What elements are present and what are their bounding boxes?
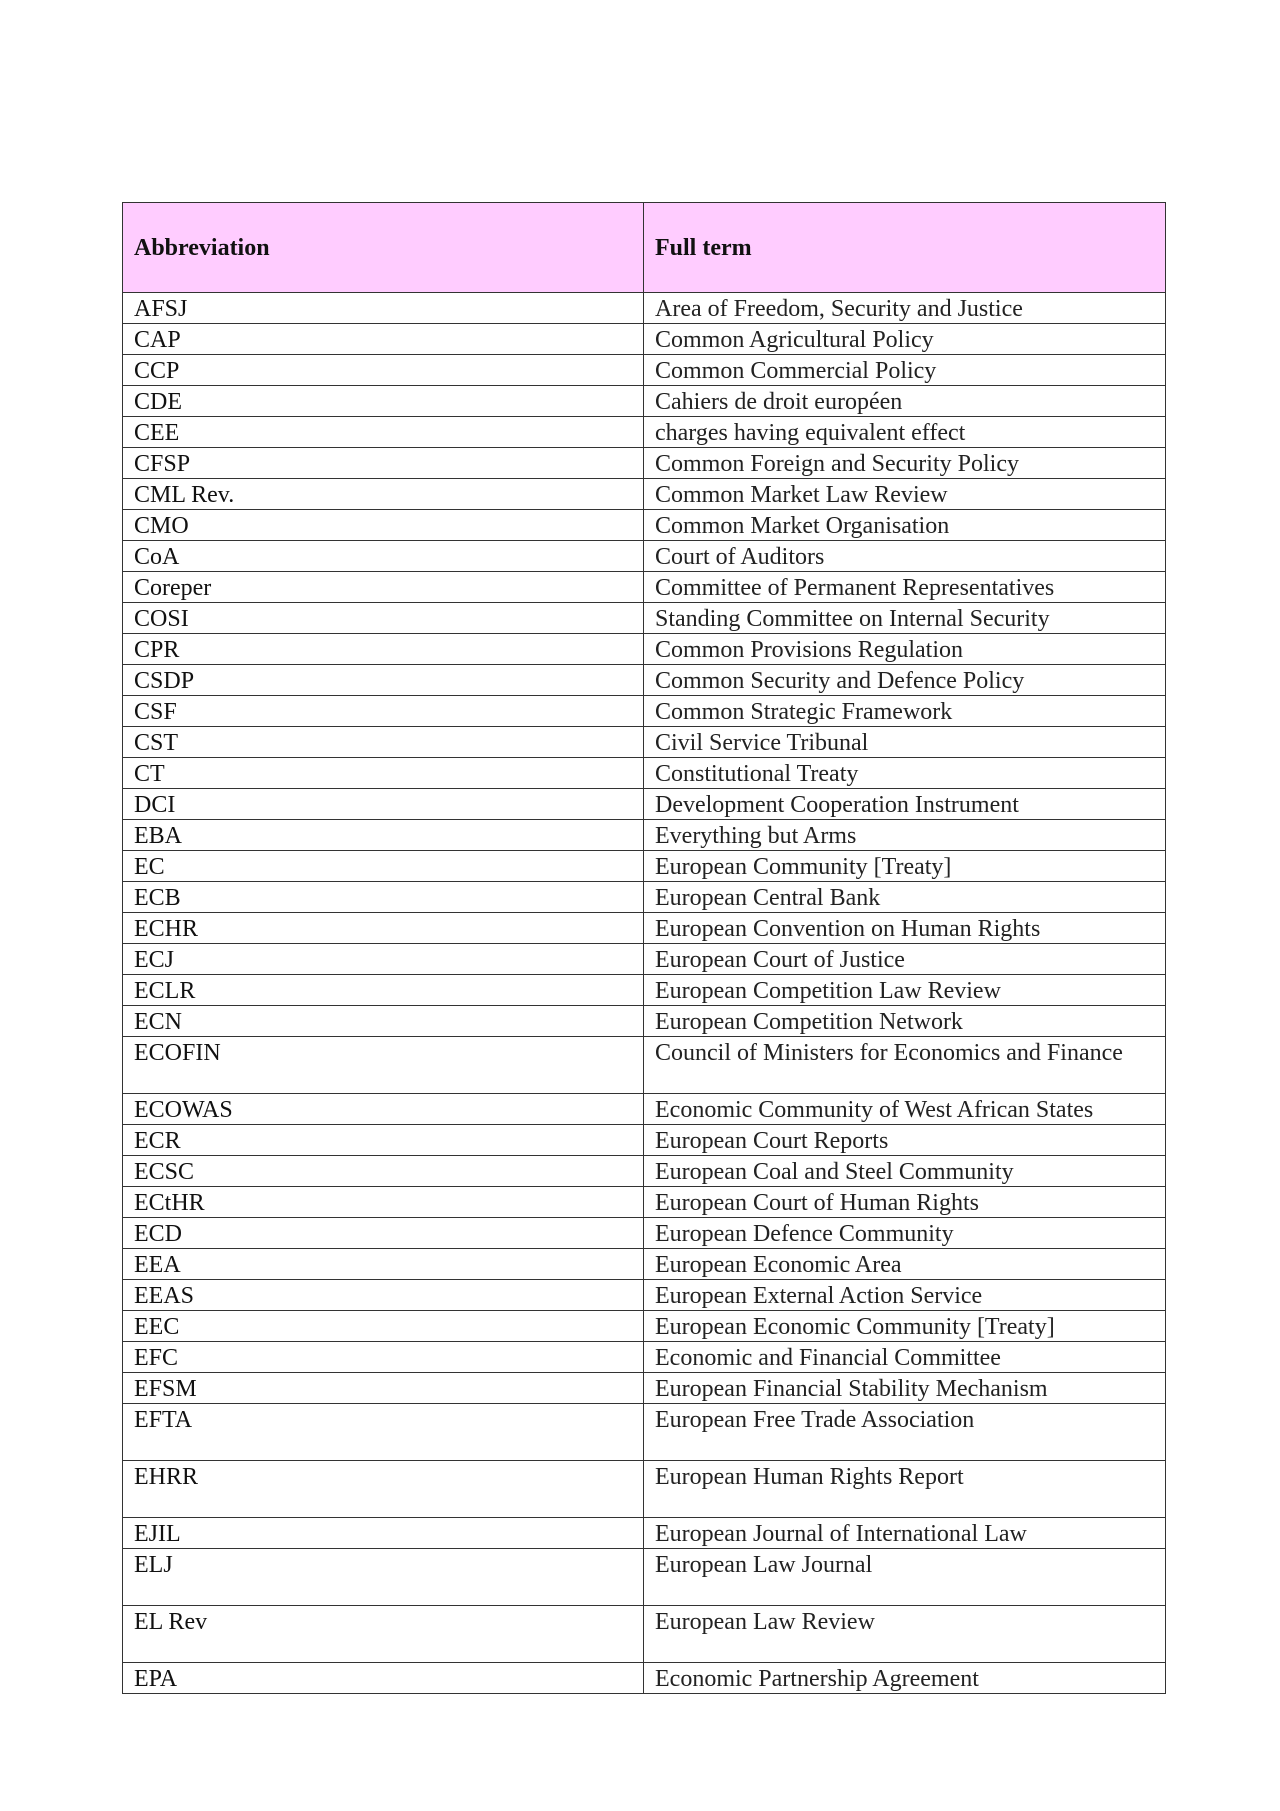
abbreviation-cell: ECLR — [123, 975, 644, 1006]
abbreviation-cell: EL Rev — [123, 1606, 644, 1663]
full-term-cell: Common Market Organisation — [644, 510, 1166, 541]
full-term-cell: European Coal and Steel Community — [644, 1156, 1166, 1187]
full-term-cell: European External Action Service — [644, 1280, 1166, 1311]
table-row — [123, 634, 1166, 665]
abbreviation-cell: CPR — [123, 634, 644, 665]
full-term-cell: Common Market Law Review — [644, 479, 1166, 510]
full-term-cell: Development Cooperation Instrument — [644, 789, 1166, 820]
abbreviation-cell: EFTA — [123, 1404, 644, 1461]
table-row — [123, 448, 1166, 479]
full-term-cell: Economic and Financial Committee — [644, 1342, 1166, 1373]
full-term-cell: European Convention on Human Rights — [644, 913, 1166, 944]
table-row — [123, 944, 1166, 975]
table-row — [123, 758, 1166, 789]
abbreviation-cell: EC — [123, 851, 644, 882]
full-term-cell: Economic Partnership Agreement — [644, 1663, 1166, 1694]
abbreviation-cell: EHRR — [123, 1461, 644, 1518]
full-term-cell: Common Security and Defence Policy — [644, 665, 1166, 696]
table-row — [123, 1280, 1166, 1311]
abbreviation-cell: Coreper — [123, 572, 644, 603]
table-row — [123, 1187, 1166, 1218]
full-term-cell: Common Foreign and Security Policy — [644, 448, 1166, 479]
table-row — [123, 789, 1166, 820]
table-row — [123, 820, 1166, 851]
table-row — [123, 572, 1166, 603]
full-term-cell: Common Commercial Policy — [644, 355, 1166, 386]
full-term-cell: European Law Review — [644, 1606, 1166, 1663]
abbreviation-cell: DCI — [123, 789, 644, 820]
abbreviation-cell: CDE — [123, 386, 644, 417]
full-term-cell: European Law Journal — [644, 1549, 1166, 1606]
table-row — [123, 603, 1166, 634]
table-row — [123, 1342, 1166, 1373]
table-row — [123, 417, 1166, 448]
full-term-cell: Common Agricultural Policy — [644, 324, 1166, 355]
abbreviation-cell: EPA — [123, 1663, 644, 1694]
abbreviation-cell: AFSJ — [123, 293, 644, 324]
abbreviation-cell: EEAS — [123, 1280, 644, 1311]
abbreviation-cell: ECOWAS — [123, 1094, 644, 1125]
abbreviation-cell: CEE — [123, 417, 644, 448]
table-row — [123, 1549, 1166, 1606]
table-row — [123, 1461, 1166, 1518]
table-row — [123, 1404, 1166, 1461]
abbreviation-cell: EJIL — [123, 1518, 644, 1549]
full-term-cell: charges having equivalent effect — [644, 417, 1166, 448]
full-term-cell: Common Provisions Regulation — [644, 634, 1166, 665]
abbreviation-cell: EEA — [123, 1249, 644, 1280]
abbreviation-cell: EEC — [123, 1311, 644, 1342]
table-row — [123, 510, 1166, 541]
table-row — [123, 975, 1166, 1006]
abbreviation-cell: CoA — [123, 541, 644, 572]
abbreviation-cell: EFC — [123, 1342, 644, 1373]
table-row — [123, 293, 1166, 324]
abbreviation-cell: CSF — [123, 696, 644, 727]
abbreviation-cell: ECSC — [123, 1156, 644, 1187]
full-term-cell: European Court of Justice — [644, 944, 1166, 975]
table-row — [123, 324, 1166, 355]
full-term-cell: European Competition Law Review — [644, 975, 1166, 1006]
abbreviation-cell: CMO — [123, 510, 644, 541]
abbreviation-cell: CT — [123, 758, 644, 789]
abbreviation-cell: CCP — [123, 355, 644, 386]
table-row — [123, 1373, 1166, 1404]
table-header-row — [123, 203, 1166, 293]
full-term-cell: Court of Auditors — [644, 541, 1166, 572]
table-row — [123, 727, 1166, 758]
table-row — [123, 913, 1166, 944]
table-row — [123, 1125, 1166, 1156]
abbreviation-cell: CST — [123, 727, 644, 758]
full-term-cell: European Economic Community [Treaty] — [644, 1311, 1166, 1342]
table-row — [123, 355, 1166, 386]
table-row — [123, 1006, 1166, 1037]
full-term-cell: European Central Bank — [644, 882, 1166, 913]
full-term-cell: European Defence Community — [644, 1218, 1166, 1249]
table-row — [123, 1311, 1166, 1342]
full-term-cell: European Journal of International Law — [644, 1518, 1166, 1549]
table-row — [123, 1606, 1166, 1663]
full-term-cell: Cahiers de droit européen — [644, 386, 1166, 417]
abbreviation-cell: ECN — [123, 1006, 644, 1037]
full-term-cell: Standing Committee on Internal Security — [644, 603, 1166, 634]
table-row — [123, 1156, 1166, 1187]
table-row — [123, 1037, 1166, 1094]
table-row — [123, 479, 1166, 510]
full-term-cell: European Human Rights Report — [644, 1461, 1166, 1518]
full-term-cell: Economic Community of West African States — [644, 1094, 1166, 1125]
full-term-cell: Area of Freedom, Security and Justice — [644, 293, 1166, 324]
abbreviation-cell: CAP — [123, 324, 644, 355]
header-full-term: Full term — [644, 203, 1166, 293]
full-term-cell: European Court of Human Rights — [644, 1187, 1166, 1218]
table-row — [123, 1663, 1166, 1694]
table-row — [123, 665, 1166, 696]
abbreviation-cell: ECR — [123, 1125, 644, 1156]
full-term-cell: Council of Ministers for Economics and Finance — [644, 1037, 1166, 1094]
abbreviation-cell: ECtHR — [123, 1187, 644, 1218]
table-row — [123, 1094, 1166, 1125]
abbreviation-cell: CFSP — [123, 448, 644, 479]
abbreviation-cell: ELJ — [123, 1549, 644, 1606]
table-row — [123, 1518, 1166, 1549]
header-abbreviation: Abbreviation — [123, 203, 644, 293]
full-term-cell: Civil Service Tribunal — [644, 727, 1166, 758]
abbreviation-cell: EFSM — [123, 1373, 644, 1404]
table-row — [123, 1249, 1166, 1280]
full-term-cell: European Court Reports — [644, 1125, 1166, 1156]
full-term-cell: European Economic Area — [644, 1249, 1166, 1280]
full-term-cell: Constitutional Treaty — [644, 758, 1166, 789]
abbreviation-cell: ECOFIN — [123, 1037, 644, 1094]
full-term-cell: Everything but Arms — [644, 820, 1166, 851]
abbreviation-cell: ECB — [123, 882, 644, 913]
table-row — [123, 386, 1166, 417]
full-term-cell: European Free Trade Association — [644, 1404, 1166, 1461]
abbreviation-cell: ECJ — [123, 944, 644, 975]
table-row — [123, 541, 1166, 572]
table-row — [123, 1218, 1166, 1249]
table-row — [123, 696, 1166, 727]
abbreviation-cell: COSI — [123, 603, 644, 634]
table-row — [123, 851, 1166, 882]
table-row — [123, 882, 1166, 913]
abbreviation-cell: ECD — [123, 1218, 644, 1249]
full-term-cell: European Community [Treaty] — [644, 851, 1166, 882]
full-term-cell: Common Strategic Framework — [644, 696, 1166, 727]
abbreviation-cell: ECHR — [123, 913, 644, 944]
full-term-cell: Committee of Permanent Representatives — [644, 572, 1166, 603]
full-term-cell: European Financial Stability Mechanism — [644, 1373, 1166, 1404]
abbreviation-cell: EBA — [123, 820, 644, 851]
full-term-cell: European Competition Network — [644, 1006, 1166, 1037]
abbreviation-cell: CSDP — [123, 665, 644, 696]
abbreviation-cell: CML Rev. — [123, 479, 644, 510]
abbreviations-table — [122, 202, 1166, 1694]
